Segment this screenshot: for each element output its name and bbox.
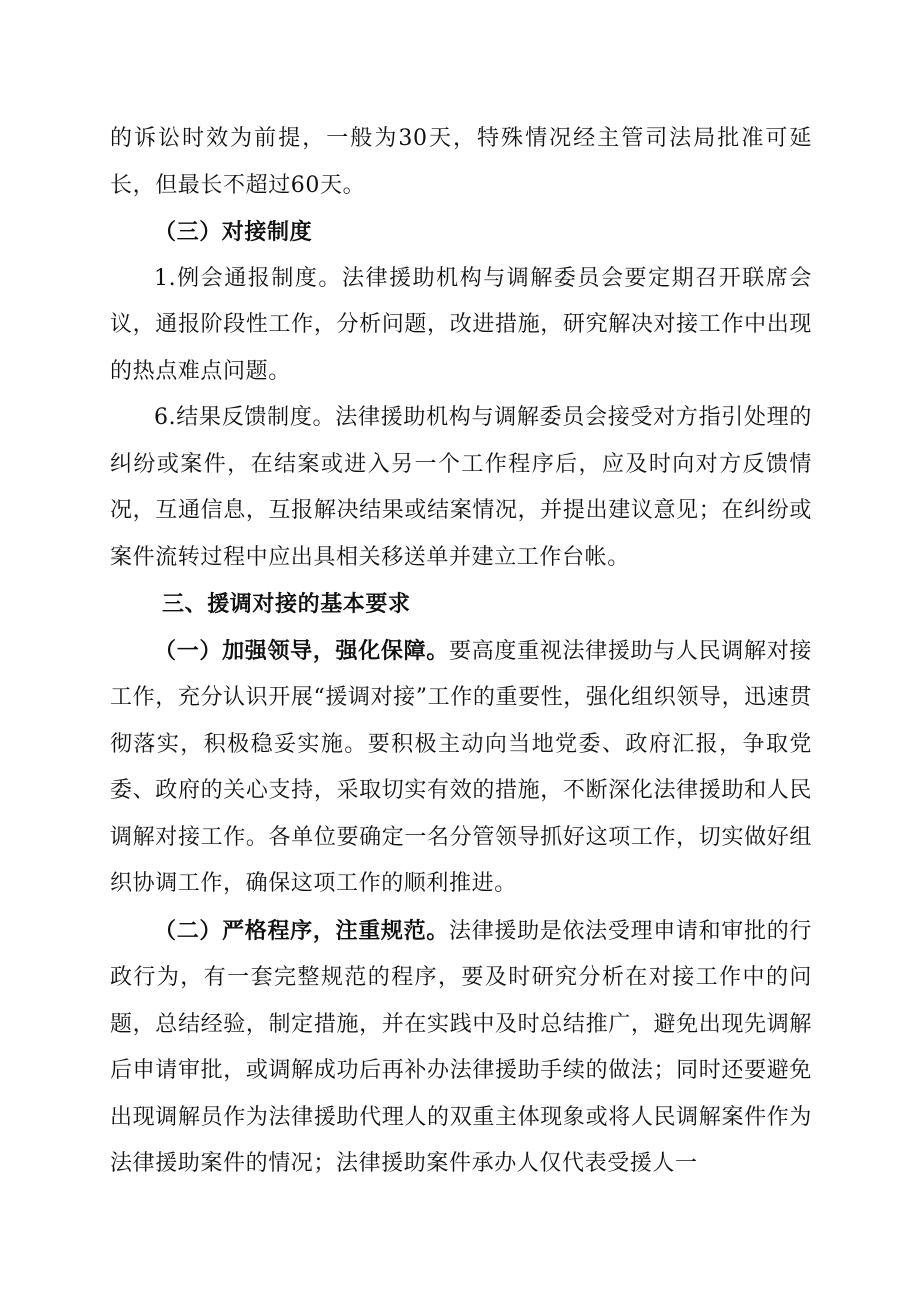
paragraph-title-procedure: （二）严格程序，注重规范。: [154, 917, 449, 944]
heading-basic-requirements: 三、援调对接的基本要求: [162, 591, 411, 617]
paragraph-time-limit: 的诉讼时效为前提，一般为30天，特殊情况经主管司法局批准可延长，但最长不超过60天。: [110, 126, 812, 198]
paragraph-strengthen-leadership: [110, 628, 812, 908]
heading-docking-system: （三）对接制度: [154, 219, 313, 245]
paragraph-body-procedure: 法律援助是依法受理申请和审批的行政行为，有一套完整规范的程序，要及时研究分析在对接工作中的问题，总结经验，制定措施，并在实践中及时总结推广，避免出现先调解后申请审批，或调解成功后再补办法律援助手续的做法；同时还要避免出现调解员作为法律援助代理人的双重主体现象或将人民调解案件作为法律援助案件的情况；法律援助案件承办人仅代表受援人一: [110, 918, 812, 1176]
paragraph-title-leadership: （一）加强领导，强化保障。: [154, 637, 449, 664]
paragraph-strict-procedure: [110, 908, 812, 1188]
document-page: [110, 116, 812, 1188]
paragraph-meeting-report-system: 1.例会通报制度。法律援助机构与调解委员会要定期召开联席会议，通报阶段性工作，分析问题，改进措施，研究解决对接工作中出现的热点难点问题。: [110, 265, 812, 384]
paragraph-body-leadership: 要高度重视法律援助与人民调解对接工作，充分认识开展“援调对接”工作的重要性，强化组织领导，迅速贯彻落实，积极稳妥实施。要积极主动向当地党委、政府汇报，争取党委、政府的关心支持，采取切实有效的措施，不断深化法律援助和人民调解对接工作。各单位要确定一名分管领导抓好这项工作，切实做好组织协调工作，确保这项工作的顺利推进。: [110, 638, 812, 896]
paragraph-result-feedback-system: 6.结果反馈制度。法律援助机构与调解委员会接受对方指引处理的纠纷或案件，在结案或进入另一个工作程序后，应及时向对方反馈情况，互通信息，互报解决结果或结案情况，并提出建议意见；在纠纷或案件流转过程中应出具相关移送单并建立工作台帐。: [110, 405, 812, 570]
